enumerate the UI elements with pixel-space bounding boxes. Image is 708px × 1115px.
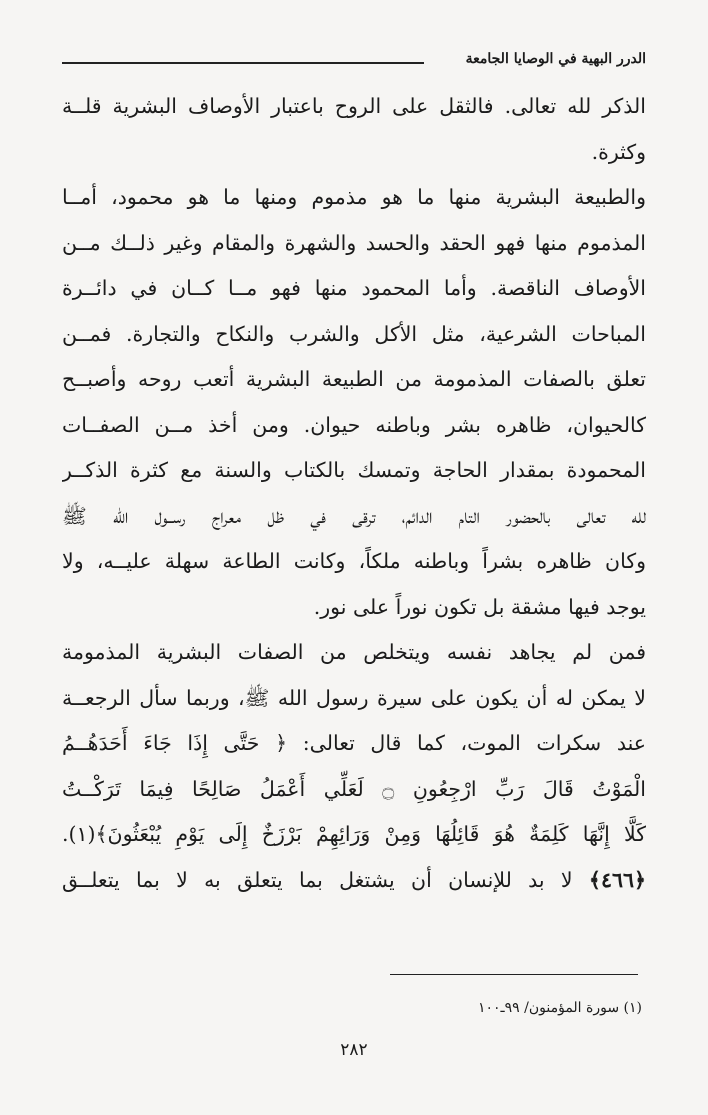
- text-line: المذموم منها فهو الحقد والحسد والشهرة والمقام وغير ذلــك مــن: [62, 230, 646, 255]
- text-line-with-marker: [62, 858, 646, 904]
- text-line: كَلَّا إِنَّهَا كَلِمَةٌ هُوَ قَائِلُهَا وَمِنْ وَرَائِهِمْ بَرْزَخٌ إِلَى يَوْمِ يُبْعَثُونَ﴾(١).: [62, 822, 646, 846]
- text-line: وكان ظاهره بشراً وباطنه ملكاً، وكانت الطاعة سهلة عليــه، ولا: [62, 549, 646, 573]
- text-line: تعلق بالصفات المذمومة من الطبيعة البشرية أتعب روحه وأصبــح: [62, 367, 646, 391]
- header-rule: [62, 62, 424, 64]
- text-line: والطبيعة البشرية منها ما هو مذموم ومنها ما هو محمود، أمــا: [62, 185, 646, 209]
- main-text: [62, 84, 646, 903]
- text-line-content: لا بد للإنسان أن يشتغل بما يتعلق به لا بما يتعلــق: [62, 867, 573, 892]
- text-line: الْمَوْتُ قَالَ رَبِّ ارْجِعُونِ ۝ لَعَلِّي أَعْمَلُ صَالِحًا فِيمَا تَرَكْــتُ: [62, 776, 646, 801]
- running-title: الدرر البهية في الوصايا الجامعة: [465, 51, 646, 67]
- text-line: المباحات الشرعية، مثل الأكل والشرب والنكاح والتجارة. فمــن: [62, 321, 646, 346]
- text-line: الذكر لله تعالى. فالثقل على الروح باعتبار الأوصاف البشرية قلــة: [62, 94, 646, 118]
- text-line: وكثرة.: [591, 139, 646, 164]
- footnote-rule: [390, 974, 638, 975]
- footnote: (١) سورة المؤمنون/ ٩٩ـ١٠٠: [477, 1000, 642, 1016]
- text-line: الأوصاف الناقصة. وأما المحمود منها فهو مــا كــان في دائــرة: [62, 276, 646, 300]
- text-line: لله تعالى بالحضور التام الدائم، ترقى في ظل معراج رســول الله ﷺ: [62, 503, 646, 528]
- text-line: يوجد فيها مشقة بل تكون نوراً على نور.: [313, 594, 646, 619]
- text-line: لا يمكن له أن يكون على سيرة رسول الله ﷺ، وربما سأل الرجعــة: [62, 685, 646, 710]
- page-number: ٢٨٢: [340, 1040, 368, 1060]
- page-header: [62, 48, 646, 74]
- text-line: فمن لم يجاهد نفسه ويتخلص من الصفات البشرية المذمومة: [62, 640, 646, 664]
- text-line: كالحيوان، ظاهره بشر وباطنه حيوان. ومن أخذ مــن الصفــات: [62, 412, 646, 437]
- text-line: عند سكرات الموت، كما قال تعالى: ﴿ حَتَّى إِذَا جَاءَ أَحَدَهُــمُ: [62, 731, 646, 755]
- text-line: المحمودة بمقدار الحاجة وتمسك بالكتاب والسنة مع كثرة الذكــر: [62, 458, 646, 482]
- section-marker: ﴿٤٦٦﴾: [588, 867, 646, 892]
